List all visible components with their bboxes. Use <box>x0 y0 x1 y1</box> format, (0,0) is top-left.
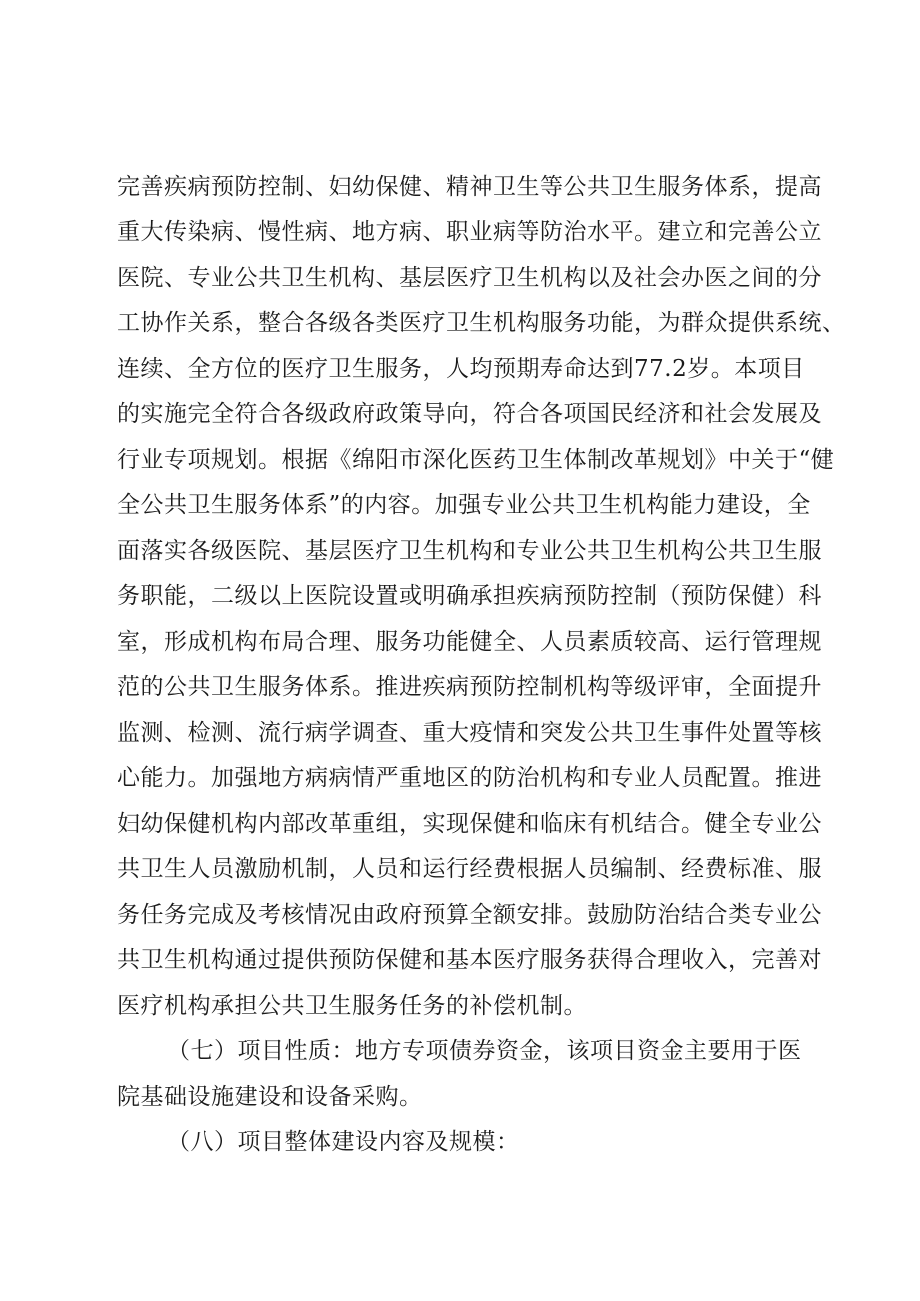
text-line: 务任务完成及考核情况由政府预算全额安排。鼓励防治结合类专业公 <box>117 902 822 928</box>
text-line: 务职能，二级以上医院设置或明确承担疾病预防控制（预防保健）科 <box>117 583 822 609</box>
text-line: 院基础设施建设和设备采购。 <box>117 1084 423 1110</box>
text-line: 全公共卫生服务体系”的内容。加强专业公共卫生机构能力建设，全 <box>117 492 811 518</box>
text-line: 完善疾病预防控制、妇幼保健、精神卫生等公共卫生服务体系，提高 <box>117 174 822 200</box>
text-line: 面落实各级医院、基层医疗卫生机构和专业公共卫生机构公共卫生服 <box>117 538 822 564</box>
text-line: 重大传染病、慢性病、地方病、职业病等防治水平。建立和完善公立 <box>117 219 822 245</box>
text-line: 范的公共卫生服务体系。推进疾病预防控制机构等级评审，全面提升 <box>117 674 822 700</box>
text-line: 医院、专业公共卫生机构、基层医疗卫生机构以及社会办医之间的分 <box>117 265 822 291</box>
text-line: 连续、全方位的医疗卫生服务，人均预期寿命达到77.2岁。本项目 <box>117 356 805 382</box>
text-line: 心能力。加强地方病病情严重地区的防治机构和专业人员配置。推进 <box>117 765 822 791</box>
text-line: 监测、检测、流行病学调查、重大疫情和突发公共卫生事件处置等核 <box>117 720 822 746</box>
text-line: 共卫生机构通过提供预防保健和基本医疗服务获得合理收入，完善对 <box>117 947 822 973</box>
text-line: 妇幼保健机构内部改革重组，实现保健和临床有机结合。健全专业公 <box>117 811 822 837</box>
text-line: 共卫生人员激励机制，人员和运行经费根据人员编制、经费标准、服 <box>117 856 822 882</box>
text-line: 室，形成机构布局合理、服务功能健全、人员素质较高、运行管理规 <box>117 629 822 655</box>
section-heading-seven: （七）项目性质：地方专项债券资金，该项目资金主要用于医 <box>167 1038 802 1064</box>
text-line: 工协作关系，整合各级各类医疗卫生机构服务功能，为群众提供系统、 <box>117 310 846 336</box>
text-line: 医疗机构承担公共卫生服务任务的补偿机制。 <box>117 993 587 1019</box>
section-heading-eight: （八）项目整体建设内容及规模： <box>167 1129 520 1155</box>
text-line: 行业专项规划。根据《绵阳市深化医药卫生体制改革规划》中关于“健 <box>117 447 835 473</box>
text-line: 的实施完全符合各级政府政策导向，符合各项国民经济和社会发展及 <box>117 401 822 427</box>
